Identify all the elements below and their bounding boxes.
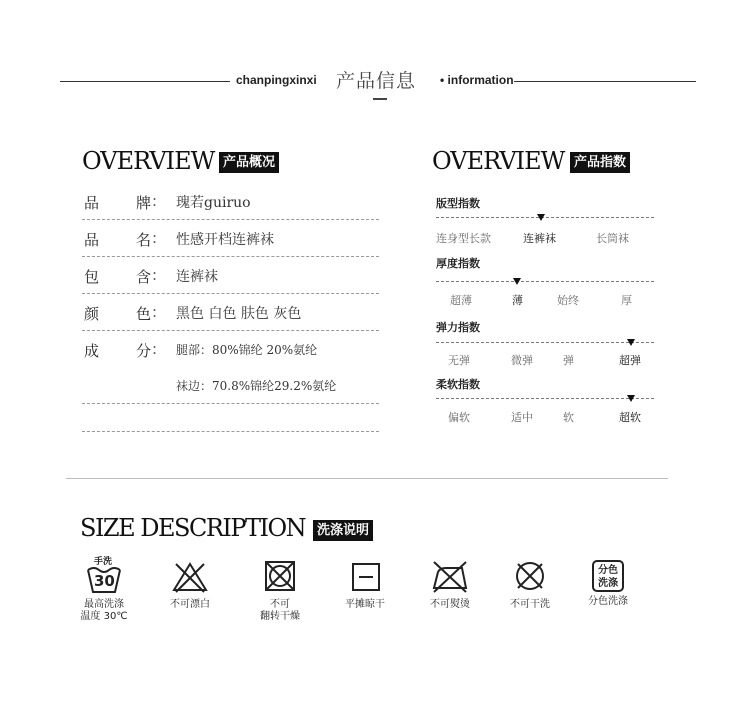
index-marker (513, 278, 521, 285)
no-bleach-icon (170, 556, 210, 596)
index-scale-line (436, 281, 654, 282)
size-title: SIZE DESCRIPTION (80, 514, 306, 542)
index-option: 长筒袜 (596, 232, 629, 245)
separate-wash-icon: 分色 洗涤 (592, 560, 624, 592)
index-option: 弹 (563, 354, 574, 367)
index-option: 适中 (511, 411, 533, 424)
index-tag: 产品指数 (570, 152, 630, 173)
index-option: 无弹 (448, 354, 470, 367)
section-divider (66, 478, 668, 479)
index-marker (627, 339, 635, 346)
index-option: 超薄 (450, 294, 472, 307)
overview-row (82, 367, 379, 404)
index-option-selected: 连裤袜 (523, 232, 556, 245)
size-tag: 洗涤说明 (313, 520, 373, 541)
care-item: 平摊晾干 (338, 556, 392, 611)
index-option: 偏软 (448, 411, 470, 424)
overview-row: 成 分 : 腿部：80%锦纶 20%氨纶 (84, 340, 318, 360)
header-left-en: chanpingxinxi (236, 73, 317, 87)
no-dry-clean-icon (510, 556, 550, 596)
care-item: 不可漂白 (166, 556, 214, 611)
index-marker (627, 395, 635, 402)
overview-row-empty (82, 404, 379, 432)
overview-tag: 产品概况 (219, 152, 279, 173)
overview-value: 性感开档连裤袜 (176, 232, 274, 248)
care-item: 分色 洗涤 分色洗涤 (584, 556, 632, 608)
index-option: 厚 (621, 294, 632, 307)
overview-value: 腿部：80%锦纶 20%氨纶 (176, 343, 318, 357)
header-line-right (514, 81, 696, 82)
index-scale-line (436, 342, 654, 343)
overview-title: OVERVIEW (82, 147, 215, 175)
overview-row: 品 名 : 性感开档连裤袜 (82, 220, 379, 257)
index-group-title: 弹力指数 (436, 321, 480, 334)
index-option-selected: 超弹 (619, 354, 641, 367)
index-scale-line (436, 398, 654, 399)
index-option: 始终 (557, 294, 579, 307)
index-option: 微弹 (511, 354, 533, 367)
header-title-cn: 产品信息 (336, 70, 417, 92)
overview-row: 颜 色 : 黑色 白色 肤色 灰色 (82, 294, 379, 331)
index-option: 连身型长款 (436, 232, 491, 245)
index-marker (537, 214, 545, 221)
care-item: 手洗 30 最高洗涤 温度 30℃ (80, 557, 128, 622)
care-item: 不可熨烫 (424, 556, 476, 611)
index-title: OVERVIEW (432, 147, 565, 175)
index-option: 软 (563, 411, 574, 424)
index-scale-line (436, 217, 654, 218)
dry-flat-icon (345, 556, 385, 596)
index-option-selected: 超软 (619, 411, 641, 424)
index-group-title: 柔软指数 (436, 378, 480, 391)
header-line-left (60, 81, 230, 82)
overview-value: 黑色 白色 肤色 灰色 (176, 306, 302, 322)
overview-value: 连裤袜 (176, 269, 218, 285)
care-item: 不可干洗 (506, 556, 554, 611)
no-tumble-dry-icon (260, 556, 300, 596)
header-title-underline (373, 98, 387, 100)
overview-row: 品 牌 : 瑰若guiruo (82, 183, 379, 220)
overview-row: 包 含 : 连裤袜 (82, 257, 379, 294)
hand-wash-icon: 手洗 30 (84, 556, 124, 596)
index-option-selected: 薄 (512, 294, 523, 307)
care-item: 不可 翻转干燥 (254, 556, 306, 623)
index-group-title: 版型指数 (436, 197, 480, 210)
header-right-en: • information (440, 73, 514, 87)
overview-value: 袜边：70.8%锦纶29.2%氨纶 (176, 379, 337, 393)
no-iron-icon (428, 556, 472, 596)
overview-value: 瑰若guiruo (176, 195, 251, 211)
index-group-title: 厚度指数 (436, 257, 480, 270)
